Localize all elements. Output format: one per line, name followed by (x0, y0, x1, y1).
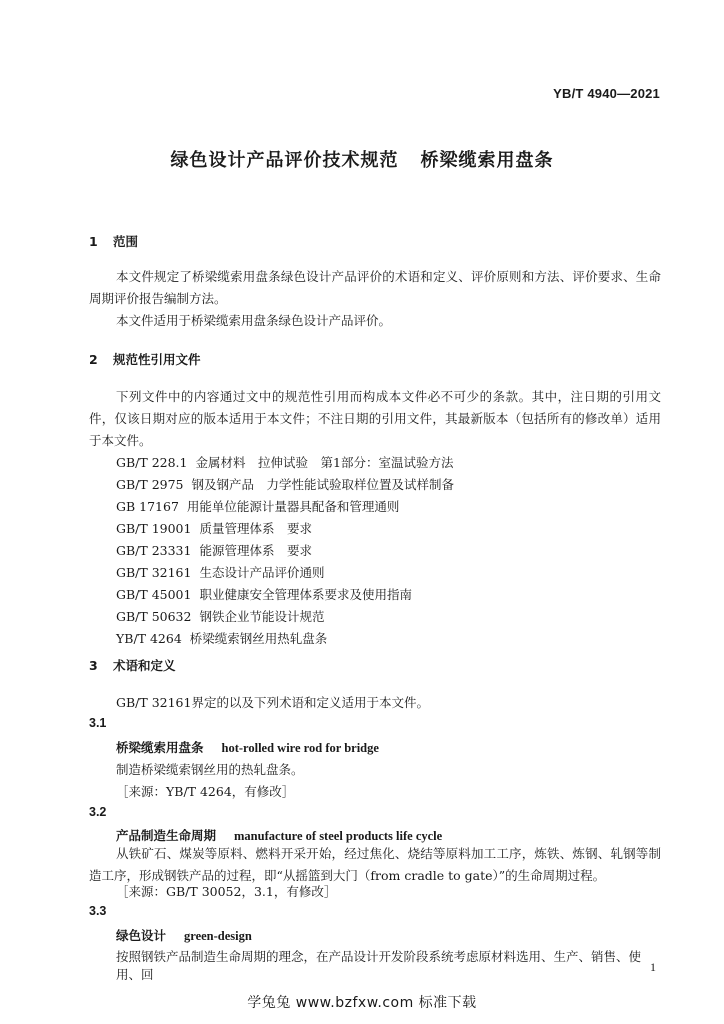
reference-item: GB 17167 用能单位能源计量器具配备和管理通则 (116, 499, 400, 514)
reference-item: GB/T 23331 能源管理体系 要求 (116, 543, 312, 558)
section-1-para-2: 本文件适用于桥梁缆索用盘条绿色设计产品评价。 (116, 313, 392, 328)
section-3-heading (89, 656, 176, 674)
term-definition: 按照钢铁产品制造生命周期的理念，在产品设计开发阶段系统考虑原材料选用、生产、销售、使用、回 (116, 949, 642, 982)
reference-item: GB/T 228.1 金属材料 拉伸试验 第1部分：室温试验方法 (116, 455, 454, 470)
section-2-heading (89, 350, 201, 368)
clause-number: 3.3 (89, 904, 107, 918)
reference-item: GB/T 2975 钢及钢产品 力学性能试验取样位置及试样制备 (116, 477, 455, 492)
reference-item: GB/T 50632 钢铁企业节能设计规范 (116, 609, 325, 624)
section-1-number: 1 (89, 234, 98, 249)
standard-number: YB/T 4940—2021 (553, 86, 660, 101)
clause-number: 3.1 (89, 716, 107, 730)
site-footer: 学兔兔 www.bzfxw.com 标准下载 (247, 995, 477, 1011)
title-sub: 桥梁缆索用盘条 (420, 150, 554, 171)
term-source: ［来源：YB/T 4264，有修改］ (116, 784, 295, 799)
clause-number: 3.2 (89, 805, 107, 819)
term-en: hot-rolled wire rod for bridge (221, 741, 379, 755)
term-entry (116, 738, 379, 756)
title-main: 绿色设计产品评价技术规范 (170, 150, 399, 171)
term-en: green-design (184, 929, 252, 943)
reference-item: YB/T 4264 桥梁缆索钢丝用热轧盘条 (116, 631, 328, 646)
term-zh: 绿色设计 (116, 928, 167, 943)
reference-item: GB/T 32161 生态设计产品评价通则 (116, 565, 325, 580)
term-definition: 制造桥梁缆索钢丝用的热轧盘条。 (116, 762, 304, 777)
document-title (0, 146, 724, 172)
section-2-title: 规范性引用文件 (113, 352, 201, 367)
term-zh: 桥梁缆索用盘条 (116, 740, 204, 755)
page-number: 1 (650, 960, 656, 974)
reference-item: GB/T 19001 质量管理体系 要求 (116, 521, 312, 536)
term-entry (116, 826, 442, 844)
section-3-number: 3 (89, 658, 98, 673)
section-3-intro: GB/T 32161界定的以及下列术语和定义适用于本文件。 (116, 695, 429, 710)
term-zh: 产品制造生命周期 (116, 828, 217, 843)
section-2-para-1: 下列文件中的内容通过文中的规范性引用而构成本文件必不可少的条款。其中，注日期的引用文件，仅该日期对应的版本适用于本文件；不注日期的引用文件，其最新版本（包括所有的修改单）适用于本文件。 (89, 389, 661, 448)
term-en: manufacture of steel products life cycle (234, 829, 443, 843)
term-entry (116, 926, 252, 944)
section-1-title: 范围 (113, 234, 139, 249)
reference-item: GB/T 45001 职业健康安全管理体系要求及使用指南 (116, 587, 412, 602)
section-1-heading (89, 232, 138, 250)
term-definition: 从铁矿石、煤炭等原料、燃料开采开始，经过焦化、烧结等原料加工工序，炼铁、炼钢、轧钢等制造工序，形成钢铁产品的过程，即“从摇篮到大门（from cradle to gate）”的生命周期过程。 (89, 846, 661, 883)
section-2-number: 2 (89, 352, 98, 367)
section-3-title: 术语和定义 (113, 658, 176, 673)
term-source: ［来源：GB/T 30052，3.1，有修改］ (116, 884, 337, 899)
section-1-para-1: 本文件规定了桥梁缆索用盘条绿色设计产品评价的术语和定义、评价原则和方法、评价要求、生命周期评价报告编制方法。 (89, 269, 661, 306)
